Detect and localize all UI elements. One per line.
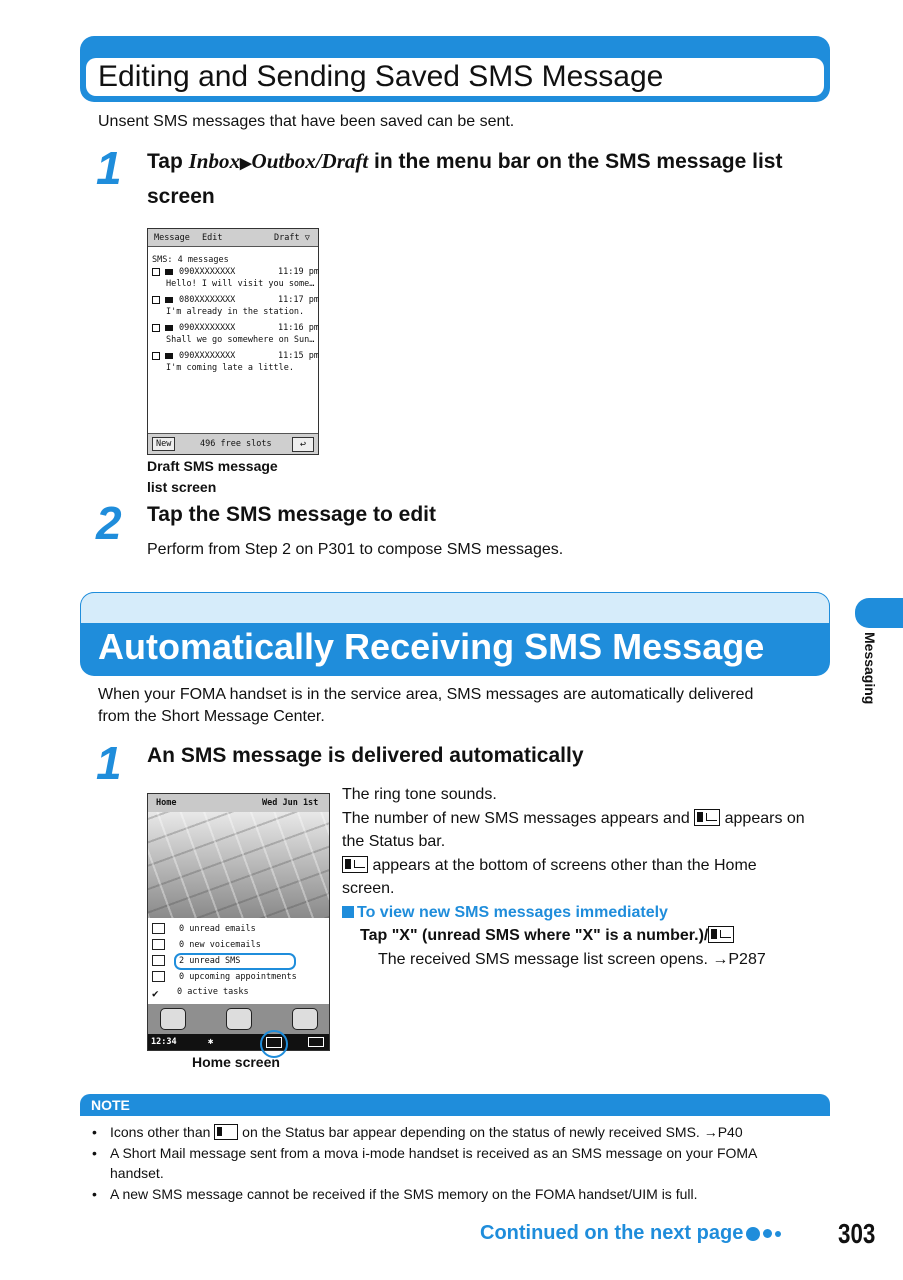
side-tab-label: Messaging bbox=[862, 632, 878, 705]
dot-icon bbox=[763, 1229, 772, 1238]
voicemail-icon bbox=[152, 939, 165, 950]
step-number: 1 bbox=[96, 142, 122, 194]
checkmark-icon: ✔ bbox=[152, 987, 159, 1000]
list-item[interactable]: 0 unread emails bbox=[152, 923, 256, 937]
menu-draft[interactable]: Draft ▽ bbox=[274, 233, 310, 243]
new-button[interactable]: New bbox=[152, 437, 175, 451]
dock bbox=[148, 1004, 329, 1034]
section-header-panel bbox=[86, 58, 824, 96]
screen-caption: Draft SMS message list screen bbox=[147, 458, 278, 495]
menu-message[interactable]: Message bbox=[154, 233, 190, 243]
email-icon bbox=[152, 923, 165, 934]
battery-icon bbox=[308, 1037, 324, 1047]
checkbox-icon[interactable] bbox=[152, 268, 160, 276]
status-time: 12:34 bbox=[151, 1037, 177, 1047]
step-number: 1 bbox=[96, 737, 122, 789]
list-item[interactable]: 2 unread SMS bbox=[152, 955, 240, 969]
bottom-bar bbox=[148, 433, 318, 454]
status-bar bbox=[148, 1034, 329, 1050]
list-item[interactable]: 080XXXXXXXX 11:17 pm I'm already in the station. bbox=[152, 295, 316, 323]
menu-bar bbox=[148, 229, 318, 247]
sms-icon bbox=[165, 325, 173, 331]
list-item[interactable]: 090XXXXXXXX 11:16 pm Shall we go somewhere on Sun… bbox=[152, 323, 316, 351]
message-list bbox=[152, 267, 319, 379]
sms-icon bbox=[165, 353, 173, 359]
draft-sms-list-screen bbox=[147, 228, 319, 455]
section-title: Automatically Receiving SMS Message bbox=[98, 626, 765, 667]
section-intro: Unsent SMS messages that have been saved can be sent. bbox=[98, 113, 515, 130]
sms-icon bbox=[165, 269, 173, 275]
square-bullet-icon bbox=[342, 906, 354, 918]
sms-icon bbox=[165, 297, 173, 303]
dot-icon bbox=[775, 1231, 781, 1237]
bluetooth-icon: ✱ bbox=[208, 1037, 214, 1047]
list-item[interactable]: 090XXXXXXXX 11:15 pm I'm coming late a little. bbox=[152, 351, 316, 379]
list-item[interactable]: 0 new voicemails bbox=[152, 939, 261, 953]
note-item: • Icons other than on the Status bar appear depending on the status of newly received SMS. →P40 bbox=[90, 1122, 830, 1143]
note-item: • A new SMS message cannot be received if the SMS memory on the FOMA handset/UIM is full. bbox=[90, 1184, 830, 1205]
checkbox-icon[interactable] bbox=[152, 324, 160, 332]
step-title bbox=[147, 145, 837, 213]
chevron-down-icon: ▽ bbox=[304, 233, 310, 243]
apps-icon[interactable] bbox=[226, 1008, 252, 1030]
sms-icon bbox=[708, 926, 734, 943]
section-intro: When your FOMA handset is in the service area, SMS messages are automatically delivered from the Short Message Center. bbox=[98, 686, 754, 725]
step-text-tap: Tap bbox=[147, 150, 189, 173]
contacts-icon[interactable] bbox=[160, 1008, 186, 1030]
step-text-rest: in the menu bar on the SMS message list screen bbox=[147, 150, 783, 208]
screen-caption: Home screen bbox=[192, 1054, 280, 1070]
calendar-icon bbox=[152, 971, 165, 982]
step-description: The ring tone sounds. The number of new SMS messages appears and appears on the Status bar. appears at the bottom of screens other than the Home screen. To view new SMS messages immediately Tap "X" (unread SMS where "X" is a number.)/ The received SMS message list screen opens. →P287 bbox=[342, 786, 805, 968]
sms-icon bbox=[342, 856, 368, 873]
note-item: • A Short Mail message sent from a mova i-mode handset is received as an SMS message on your FOMA handset. bbox=[90, 1143, 830, 1184]
sms-icon bbox=[214, 1124, 238, 1140]
music-icon[interactable] bbox=[292, 1008, 318, 1030]
step-number: 2 bbox=[96, 497, 122, 549]
checkbox-icon[interactable] bbox=[152, 296, 160, 304]
sms-icon bbox=[694, 809, 720, 826]
page-number: 303 bbox=[838, 1218, 876, 1249]
section-title: Editing and Sending Saved SMS Message bbox=[98, 60, 664, 93]
home-title: Home bbox=[156, 798, 177, 808]
section-header-band bbox=[80, 592, 830, 624]
section-header-editing bbox=[80, 36, 830, 102]
home-date: Wed Jun 1st bbox=[262, 798, 319, 808]
wallpaper-image bbox=[148, 812, 329, 918]
message-count: SMS: 4 messages bbox=[152, 255, 229, 265]
back-icon[interactable]: ↩ bbox=[292, 437, 314, 452]
home-header bbox=[148, 794, 329, 812]
dot-icon bbox=[746, 1227, 760, 1241]
checkbox-icon[interactable] bbox=[152, 352, 160, 360]
continued-link[interactable]: Continued on the next page bbox=[480, 1222, 781, 1245]
sms-icon bbox=[152, 955, 165, 966]
unread-sms-highlight bbox=[174, 953, 296, 970]
note-list bbox=[90, 1122, 830, 1204]
menu-edit[interactable]: Edit bbox=[202, 233, 223, 243]
menu-outbox-draft: Outbox/Draft bbox=[251, 149, 369, 173]
arrow-icon: ▶ bbox=[239, 155, 252, 172]
list-item[interactable]: 0 upcoming appointments bbox=[152, 971, 297, 985]
list-item[interactable]: 090XXXXXXXX 11:19 pm Hello! I will visit you some… bbox=[152, 267, 316, 295]
section-header-receiving bbox=[80, 592, 830, 676]
note-header: NOTE bbox=[80, 1094, 830, 1116]
side-tab bbox=[855, 598, 903, 628]
free-slots: 496 free slots bbox=[200, 439, 272, 449]
home-screen bbox=[147, 793, 330, 1051]
step-body: Perform from Step 2 on P301 to compose SMS messages. bbox=[147, 541, 564, 558]
menu-inbox: Inbox bbox=[188, 149, 240, 173]
step-title: Tap the SMS message to edit bbox=[147, 503, 437, 526]
step-title: An SMS message is delivered automatically bbox=[147, 744, 584, 767]
list-item[interactable]: ✔ 0 active tasks bbox=[152, 987, 249, 1000]
